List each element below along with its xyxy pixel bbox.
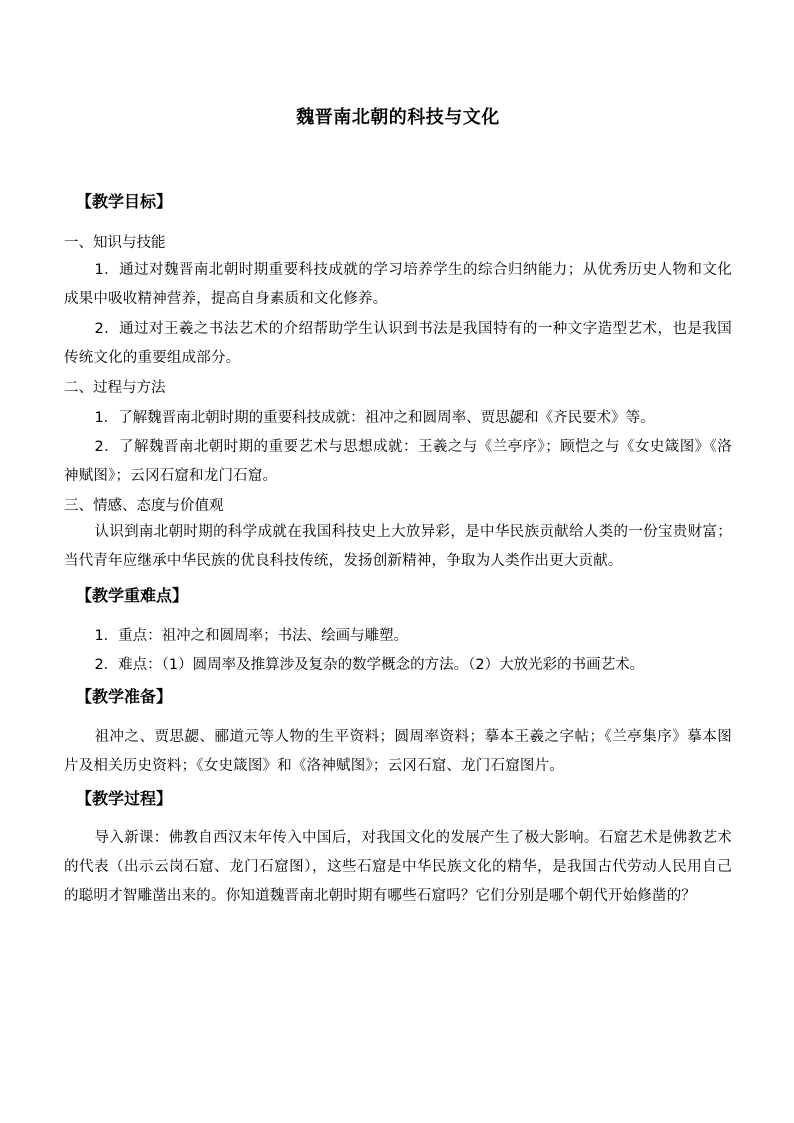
knowledge-skills-label: 一、知识与技能 — [64, 235, 166, 251]
teaching-process-heading: 【教学过程】 — [76, 789, 173, 808]
document-title: 魏晋南北朝的科技与文化 — [296, 107, 500, 128]
preparation-heading: 【教学准备】 — [76, 687, 173, 706]
process-method-label: 二、过程与方法 — [64, 380, 166, 396]
process-item-1: 1．了解魏晋南北朝时期的重要科技成就：祖冲之和圆周率、贾思勰和《齐民要术》等。 — [94, 410, 655, 426]
process-item-2: 2．了解魏晋南北朝时期的重要艺术与思想成就：王羲之与《兰亭序》；顾恺之与《女史箴图》《洛神赋图》；云冈石窟和龙门石窟。 — [64, 439, 732, 484]
key-point-item-2: 2．难点：（1）圆周率及推算涉及复杂的数学概念的方法。（2）大放光彩的书画艺术。 — [94, 657, 645, 673]
emotion-values-text: 认识到南北朝时期的科学成就在我国科技史上大放异彩，是中华民族贡献给人类的一份宝贵财富；当代青年应继承中华民族的优良科技传统，发扬创新精神，争取为人类作出更大贡献。 — [64, 524, 732, 569]
knowledge-item-2: 2．通过对王羲之书法艺术的介绍帮助学生认识到书法是我国特有的一种文字造型艺术，也是我国传统文化的重要组成部分。 — [64, 321, 732, 366]
knowledge-item-1: 1．通过对魏晋南北朝时期重要科技成就的学习培养学生的综合归纳能力；从优秀历史人物和文化成果中吸收精神营养，提高自身素质和文化修养。 — [64, 262, 732, 307]
key-points-heading: 【教学重难点】 — [76, 586, 189, 605]
preparation-text: 祖冲之、贾思勰、郦道元等人物的生平资料；圆周率资料；摹本王羲之字帖；《兰亭集序》摹本图片及相关历史资料；《女史箴图》和《洛神赋图》；云冈石窟、龙门石窟图片。 — [64, 729, 732, 774]
emotion-values-label: 三、情感、态度与价值观 — [64, 498, 224, 514]
teaching-process-text: 导入新课：佛教自西汉末年传入中国后，对我国文化的发展产生了极大影响。石窟艺术是佛教艺术的代表（出示云岗石窟、龙门石窟图），这些石窟是中华民族文化的精华，是我国古代劳动人民用自己的聪明才智雕凿出来的。你知道魏晋南北朝时期有哪些石窟吗？它们分别是哪个朝代开始修凿的？ — [64, 830, 732, 904]
key-point-item-1: 1．重点：祖冲之和圆周率；书法、绘画与雕塑。 — [94, 628, 409, 644]
document-page — [64, 0, 732, 1123]
objectives-heading: 【教学目标】 — [76, 192, 173, 211]
